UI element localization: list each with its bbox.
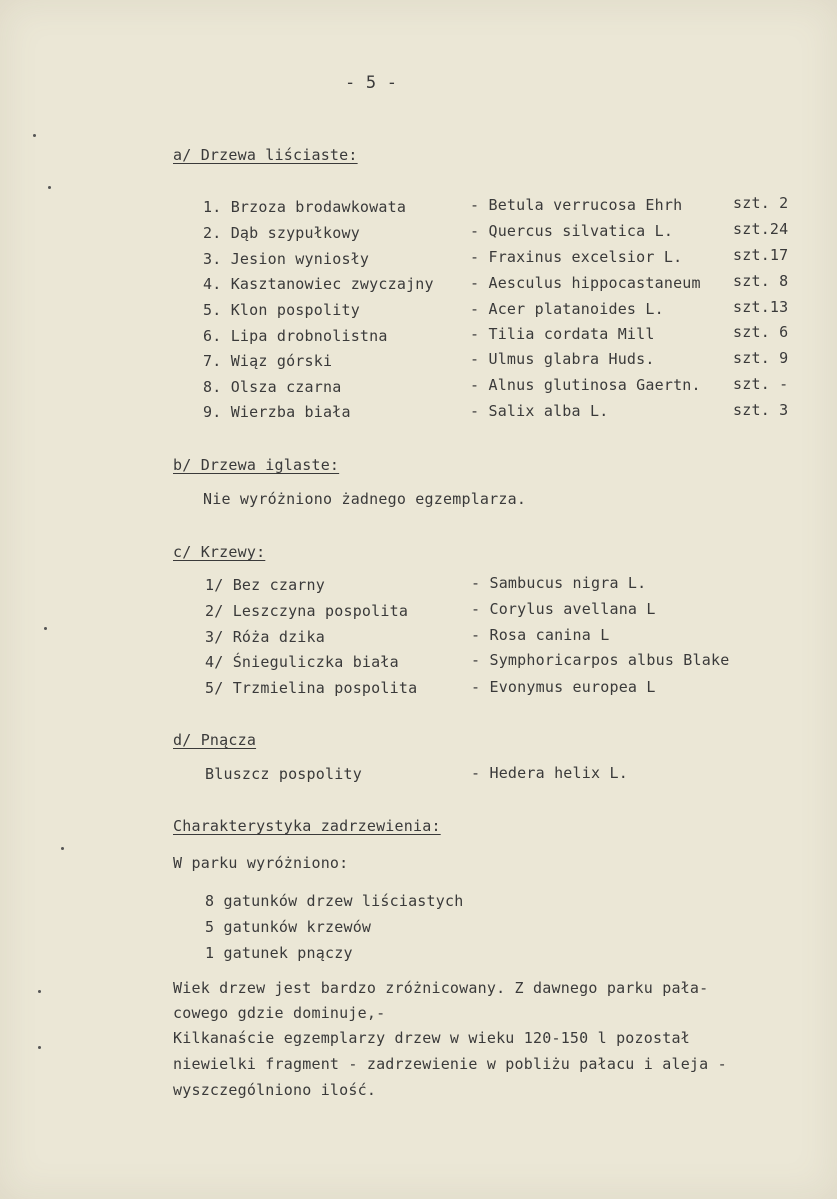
paragraph-line: Kilkanaście egzemplarzy drzew w wieku 120-150 l pozostał — [173, 1029, 690, 1047]
list-item-pl: 5. Klon pospolity — [203, 301, 360, 319]
list-item-count: szt.17 — [733, 246, 789, 264]
scan-speck — [33, 134, 36, 137]
list-item-pl: 6. Lipa drobnolistna — [203, 327, 388, 345]
section-b-text: Nie wyróżniono żadnego egzemplarza. — [203, 490, 527, 508]
list-item-pl: 8. Olsza czarna — [203, 378, 342, 396]
list-item-latin: - Quercus silvatica L. — [470, 222, 674, 240]
list-item-count: szt.24 — [733, 220, 789, 238]
list-item-latin: - Evonymus europea L — [471, 678, 656, 696]
list-item-latin: - Corylus avellana L — [471, 600, 656, 618]
list-item-pl: 9. Wierzba biała — [203, 403, 351, 421]
paragraph-line: niewielki fragment - zadrzewienie w pobliżu pałacu i aleja - — [173, 1055, 727, 1073]
list-item-pl: 7. Wiąz górski — [203, 352, 333, 370]
list-item-latin: - Aesculus hippocastaneum — [470, 274, 701, 292]
scan-speck — [61, 847, 64, 850]
section-b-heading: b/ Drzewa iglaste: — [173, 456, 340, 474]
list-item-pl: 1/ Bez czarny — [205, 576, 325, 594]
list-item-pl: 1. Brzoza brodawkowata — [203, 198, 407, 216]
paragraph-line: wyszczególniono ilość. — [173, 1081, 377, 1099]
scan-speck — [48, 186, 51, 189]
list-item-latin: - Tilia cordata Mill — [470, 325, 655, 343]
list-item-pl: 2/ Leszczyna pospolita — [205, 602, 409, 620]
characteristics-intro: W parku wyróżniono: — [173, 854, 349, 872]
list-item-count: szt.13 — [733, 298, 789, 316]
scan-speck — [38, 990, 41, 993]
list-item-latin: - Fraxinus excelsior L. — [470, 248, 683, 266]
list-item-pl: 2. Dąb szypułkowy — [203, 224, 360, 242]
list-item: 5 gatunków krzewów — [205, 918, 372, 936]
paragraph-line: Wiek drzew jest bardzo zróżnicowany. Z dawnego parku pała- — [173, 979, 709, 997]
list-item-latin: - Rosa canina L — [471, 626, 610, 644]
list-item-latin: - Symphoricarpos albus Blake — [471, 651, 730, 669]
list-item-count: szt. 6 — [733, 323, 789, 341]
section-d-heading: d/ Pnącza — [173, 731, 257, 749]
section-c-heading: c/ Krzewy: — [173, 543, 266, 561]
list-item-count: szt. 8 — [733, 272, 789, 290]
page-number: - 5 - — [345, 73, 398, 93]
list-item: 1 gatunek pnączy — [205, 944, 353, 962]
paragraph-line: cowego gdzie dominuje,- — [173, 1004, 386, 1022]
scan-speck — [44, 627, 47, 630]
section-a-heading: a/ Drzewa liściaste: — [173, 146, 358, 164]
list-item-count: szt. 2 — [733, 194, 789, 212]
list-item-count: szt. 3 — [733, 401, 789, 419]
characteristics-heading: Charakterystyka zadrzewienia: — [173, 817, 441, 835]
list-item-latin: - Alnus glutinosa Gaertn. — [470, 376, 701, 394]
list-item-pl: Bluszcz pospolity — [205, 765, 362, 783]
list-item-latin: - Ulmus glabra Huds. — [470, 350, 655, 368]
list-item-count: szt. - — [733, 375, 789, 393]
list-item: 8 gatunków drzew liściastych — [205, 892, 464, 910]
list-item-pl: 4. Kasztanowiec zwyczajny — [203, 275, 434, 293]
list-item-pl: 5/ Trzmielina pospolita — [205, 679, 418, 697]
list-item-latin: - Hedera helix L. — [471, 764, 628, 782]
list-item-count: szt. 9 — [733, 349, 789, 367]
list-item-pl: 3. Jesion wyniosły — [203, 250, 370, 268]
list-item-latin: - Acer platanoides L. — [470, 300, 664, 318]
list-item-latin: - Betula verrucosa Ehrh — [470, 196, 683, 214]
list-item-latin: - Salix alba L. — [470, 402, 609, 420]
list-item-pl: 4/ Śnieguliczka biała — [205, 653, 399, 671]
list-item-latin: - Sambucus nigra L. — [471, 574, 647, 592]
list-item-pl: 3/ Róża dzika — [205, 628, 325, 646]
scan-speck — [38, 1046, 41, 1049]
